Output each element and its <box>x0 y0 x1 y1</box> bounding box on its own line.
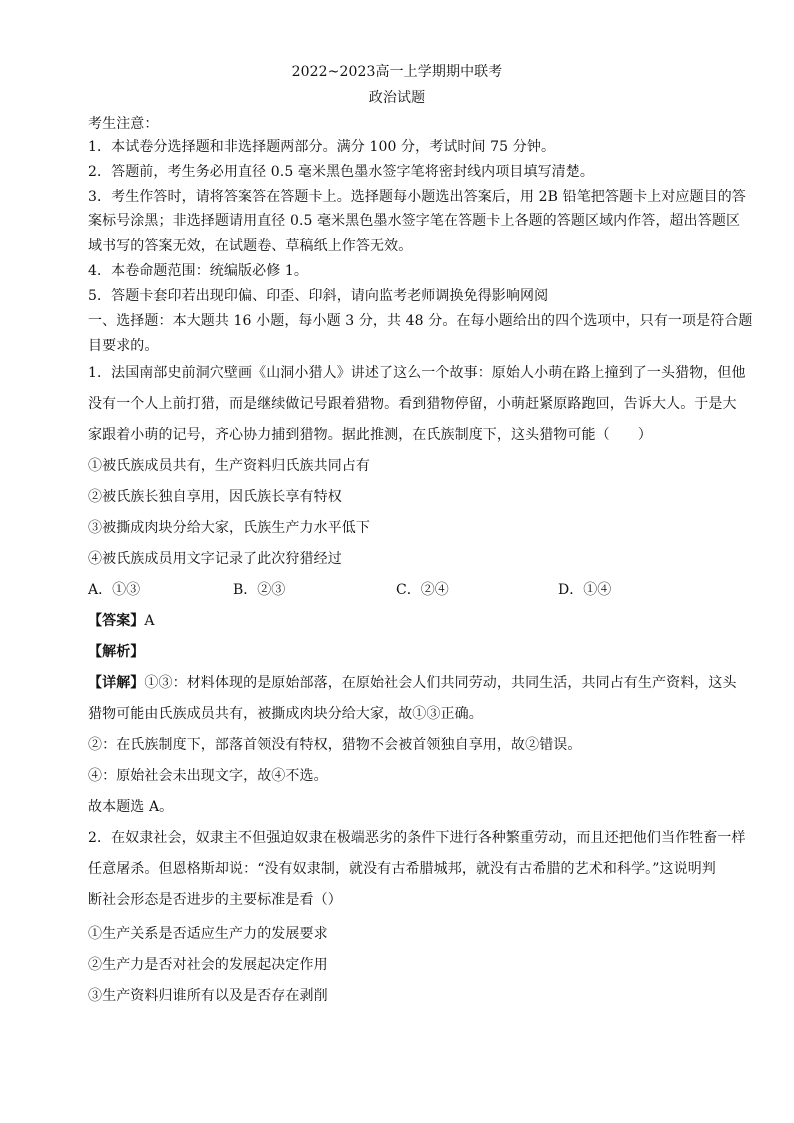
q2-stem-line: 任意屠杀。但恩格斯却说：“没有奴隶制，就没有古希腊城邦，就没有古希腊的艺术和科学。”这说明判 <box>88 861 716 877</box>
q1-detail-line <box>88 673 737 693</box>
notice-line: 3．考生作答时，请将答案答在答题卡上。选择题每小题选出答案后，用 2B 铅笔把答题卡上对应题目的答 <box>88 189 746 205</box>
q1-analysis-label <box>88 642 708 662</box>
analysis-label: 【解析】 <box>88 644 145 660</box>
notice-line: 1．本试卷分选择题和非选择题两部分。满分 100 分，考试时间 75 分钟。 <box>88 139 556 155</box>
exam-title: 2022~2023高一上学期期中联考 <box>291 64 503 80</box>
q2-stem-line: 2．在奴隶社会，奴隶主不但强迫奴隶在极端恶劣的条件下进行各种繁重劳动，而且还把他们当作牲畜一样 <box>88 830 746 846</box>
q1-option-d: D．①④ <box>558 582 612 598</box>
notice-line: 域书写的答案无效，在试题卷、草稿纸上作答无效。 <box>88 238 413 254</box>
notice-heading: 考生注意： <box>88 116 159 132</box>
exam-subject: 政治试题 <box>368 90 426 106</box>
q1-stem-line: 1．法国南部史前洞穴壁画《山洞小猎人》讲述了这么一个故事：原始人小萌在路上撞到了一头猎物，但他 <box>88 365 746 381</box>
answer-value: A <box>144 613 155 629</box>
q1-option-b: B．②③ <box>233 582 286 598</box>
section-heading: 一、选择题：本大题共 16 小题，每小题 3 分，共 48 分。在每小题给出的四个选项中，只有一项是符合题 <box>88 313 753 329</box>
q1-statement: ③被撕成肉块分给大家，氏族生产力水平低下 <box>88 520 370 536</box>
detail-text: ①③：材料体现的是原始部落，在原始社会人们共同劳动，共同生活，共同占有生产资料，这头 <box>144 675 737 691</box>
q1-stem-line: 家跟着小萌的记号，齐心协力捕到猎物。据此推测，在氏族制度下，这头猎物可能（ ） <box>88 427 652 443</box>
q1-answer <box>88 611 708 631</box>
q2-stem-line: 断社会形态是否进步的主要标准是看（） <box>88 892 342 908</box>
notice-line: 案标号涂黑；非选择题请用直径 0.5 毫米黑色墨水签字笔在答题卡上各题的答题区域内作答，超出答题区 <box>88 213 741 229</box>
q2-statement: ①生产关系是否适应生产力的发展要求 <box>88 926 328 942</box>
q1-detail-line: ④：原始社会未出现文字，故④不选。 <box>88 768 328 784</box>
answer-label: 【答案】 <box>88 613 145 629</box>
detail-label: 【详解】 <box>88 675 145 691</box>
q1-detail-line: 猎物可能由氏族成员共有，被撕成肉块分给大家，故①③正确。 <box>88 706 483 722</box>
q2-statement: ③生产资料归谁所有以及是否存在剥削 <box>88 988 328 1004</box>
q1-detail-line: ②：在氏族制度下，部落首领没有特权，猎物不会被首领独自享用，故②错误。 <box>88 737 582 753</box>
q2-statement: ②生产力是否对社会的发展起决定作用 <box>88 957 328 973</box>
q1-option-a: A．①③ <box>88 582 141 598</box>
notice-line: 5．答题卡套印若出现印偏、印歪、印斜，请向监考老师调换免得影响网阅 <box>88 288 549 304</box>
q1-statement: ②被氏族长独自享用，因氏族长享有特权 <box>88 489 342 505</box>
notice-line: 2．答题前，考生务必用直径 0.5 毫米黑色墨水签字笔将密封线内项目填写清楚。 <box>88 164 594 180</box>
q1-stem-line: 没有一个人上前打猎，而是继续做记号跟着猎物。看到猎物停留，小萌赶紧原路跑回，告诉大人。于是大 <box>88 396 737 412</box>
q1-detail-line: 故本题选 A。 <box>88 799 174 815</box>
q1-statement: ④被氏族成员用文字记录了此次狩猎经过 <box>88 551 342 567</box>
notice-line: 4．本卷命题范围：统编版必修 1。 <box>88 263 308 279</box>
q1-option-c: C．②④ <box>396 582 449 598</box>
section-heading: 目要求的。 <box>88 338 159 354</box>
q1-statement: ①被氏族成员共有，生产资料归氏族共同占有 <box>88 458 370 474</box>
